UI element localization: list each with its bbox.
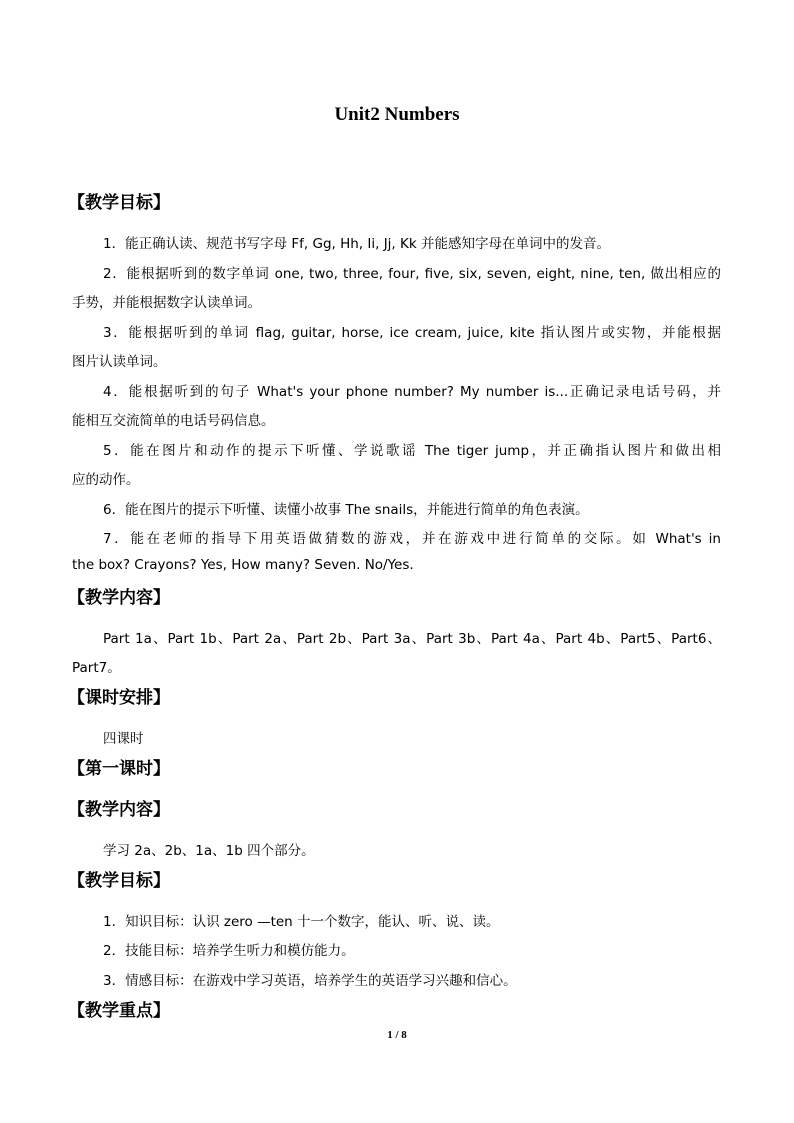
section-heading-goals: 【教学目标】 (68, 193, 170, 213)
section-heading-keypoints: 【教学重点】 (68, 1001, 170, 1021)
section-heading-schedule: 【课时安排】 (68, 688, 170, 708)
goal-line: 7．能在老师的指导下用英语做猜数的游戏，并在游戏中进行简单的交际。如 What's in (103, 531, 721, 547)
goal-line: 1．能正确认读、规范书写字母 Ff, Gg, Hh, Ii, Jj, Kk 并能感知字母在单词中的发音。 (103, 236, 610, 252)
lesson1-goal-line: 2．技能目标：培养学生听力和模仿能力。 (103, 943, 355, 959)
goal-line: 6．能在图片的提示下听懂、读懂小故事 The snails，并能进行简单的角色表演。 (103, 502, 589, 518)
section-heading-lesson1: 【第一课时】 (68, 759, 170, 779)
content-line: Part 1a、Part 1b、Part 2a、Part 2b、Part 3a、Part 3b、Part 4a、Part 4b、Part5、Part6、 (103, 631, 721, 647)
lesson1-goal-line: 1．知识目标：认识 zero —ten 十一个数字，能认、听、说、读。 (103, 914, 500, 930)
goal-line: 应的动作。 (72, 472, 140, 488)
content-line: Part7。 (72, 660, 121, 676)
goal-line: 手势，并能根据数字认读单词。 (72, 295, 261, 311)
goal-line: 2．能根据听到的数字单词 one, two, three, four, five, six, seven, eight, nine, ten, 做出相应的 (103, 266, 721, 282)
section-heading-lesson1-content: 【教学内容】 (68, 800, 170, 820)
goal-line: the box? Crayons? Yes, How many? Seven. No/Yes. (72, 557, 414, 573)
goal-line: 4．能根据听到的句子 What's your phone number? My number is...正确记录电话号码，并 (103, 384, 721, 400)
lesson1-goal-line: 3．情感目标：在游戏中学习英语，培养学生的英语学习兴趣和信心。 (103, 973, 517, 989)
section-heading-lesson1-goals: 【教学目标】 (68, 871, 170, 891)
goal-line: 能相互交流简单的电话号码信息。 (72, 413, 275, 429)
lesson1-content-text: 学习 2a、2b、1a、1b 四个部分。 (103, 843, 315, 859)
goal-line: 5．能在图片和动作的提示下听懂、学说歌谣 The tiger jump，并正确指认图片和做出相 (103, 443, 721, 459)
section-heading-content: 【教学内容】 (68, 588, 170, 608)
schedule-text: 四课时 (103, 731, 144, 747)
page-number: 1 / 8 (387, 1029, 407, 1041)
document-title: Unit2 Numbers (334, 104, 460, 125)
goal-line: 图片认读单词。 (72, 354, 167, 370)
goal-line: 3．能根据听到的单词 flag, guitar, horse, ice cream, juice, kite 指认图片或实物，并能根据 (103, 325, 721, 341)
